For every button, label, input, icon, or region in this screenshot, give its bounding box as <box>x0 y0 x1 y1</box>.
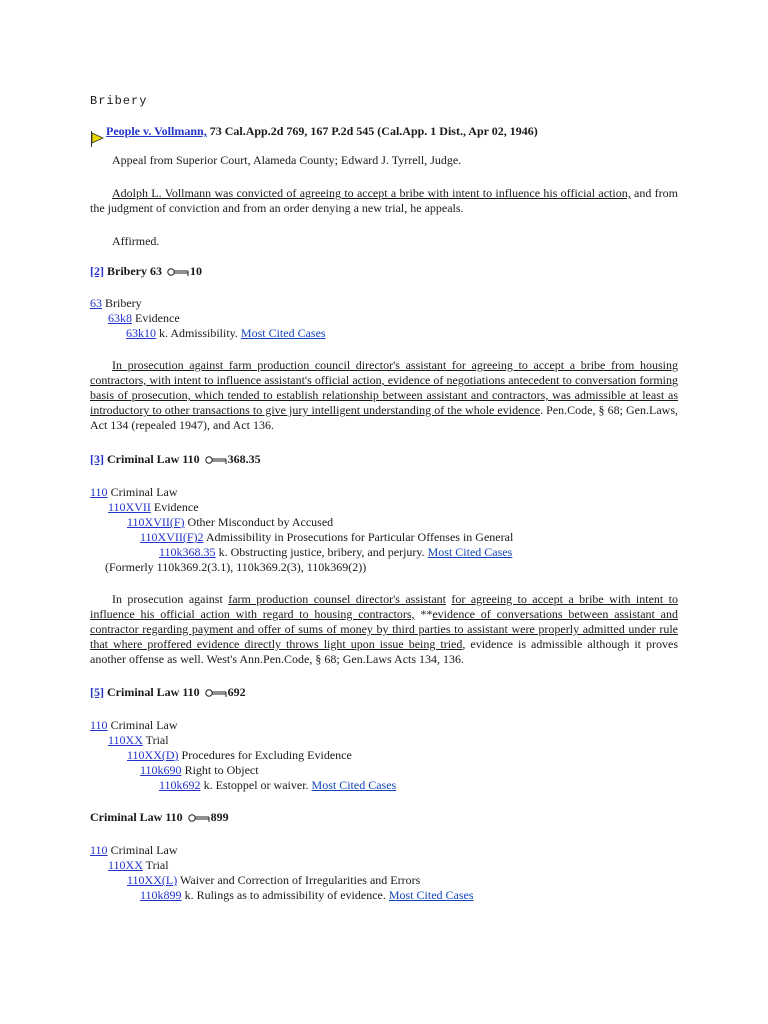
topic-label: k. Admissibility. <box>156 326 241 340</box>
topic-path-item <box>108 500 199 515</box>
headnote-2-key: 10 <box>190 264 202 278</box>
headnote-3-body <box>90 592 678 667</box>
topic-code-link[interactable]: 110k692 <box>159 778 201 792</box>
headnote-2-rest: . Pen.Code, § 68; Gen.Laws, Act 134 (repealed 1947), and Act 136. <box>90 403 678 432</box>
topic-code-link[interactable]: 63 <box>90 296 102 310</box>
topic-code-link[interactable]: 63k10 <box>126 326 156 340</box>
formerly-note: (Formerly 110k369.2(3.1), 110k369.2(3), 110k369(2)) <box>105 560 367 574</box>
headnote-2-underlined: In prosecution against farm production council director's assistant for agreeing to accept a bribe from housing contractors, with intent to influence assistant's official action, evidence of negotiations antecedent to conversation forming basis of prosecution, which tended to establish relationship between assistant and contractors, was admissible at least as introductory to other transactions to give jury intelligent understanding of the whole evidence <box>90 358 678 417</box>
topic-code-link[interactable]: 110k690 <box>140 763 182 777</box>
headnote-last-topic: Criminal Law 110 <box>90 810 186 824</box>
headnote-5-key: 692 <box>227 685 246 699</box>
flag-icon <box>90 131 104 147</box>
topic-code-link[interactable]: 110XX <box>108 858 143 872</box>
headnote-3-key: 368.35 <box>227 452 261 466</box>
disposition: Affirmed. <box>112 234 160 248</box>
topic-label: Bribery <box>102 296 142 310</box>
headnote-3-underlined: for agreeing to accept a bribe with intent to influence his official action with regard to housing contractors, <box>90 592 678 621</box>
topic-path-item <box>108 733 169 748</box>
headnote-5-topic: Criminal Law 110 <box>104 685 203 699</box>
headnote-3-underlined: farm production counsel director's assistant <box>228 592 446 606</box>
topic-path-item <box>127 873 420 888</box>
keynumber-icon <box>205 455 227 465</box>
most-cited-cases-link[interactable]: Most Cited Cases <box>388 888 474 902</box>
topic-label: Criminal Law <box>107 843 178 857</box>
topic-code-link[interactable]: 110k368.35 <box>159 545 216 559</box>
topic-code-link[interactable]: 110XX <box>108 733 143 747</box>
summary-rest: and from the judgment of conviction and from an order denying a new trial, he appeals. <box>90 186 678 215</box>
topic-code-link[interactable]: 110XVII <box>108 500 151 514</box>
headnote-3-title <box>90 452 261 467</box>
topic-code-link[interactable]: 110k899 <box>140 888 182 902</box>
topic-code-link[interactable]: 110XX(D) <box>127 748 179 762</box>
topic-code-link[interactable]: 63k8 <box>108 311 132 325</box>
headnote-last-key: 899 <box>210 810 229 824</box>
most-cited-cases-link[interactable]: Most Cited Cases <box>427 545 513 559</box>
citation-text: 73 Cal.App.2d 769, 167 P.2d 545 (Cal.App. 1 Dist., Apr 02, 1946) <box>206 124 538 138</box>
headnote-3-topic: Criminal Law 110 <box>104 452 203 466</box>
topic-path-item <box>140 530 513 545</box>
headnote-last-title <box>90 810 229 825</box>
case-name-link[interactable]: People v. Vollmann, <box>106 124 207 138</box>
topic-code-link[interactable]: 110 <box>90 718 108 732</box>
topic-code-link[interactable]: 110 <box>90 485 108 499</box>
topic-label: Criminal Law <box>107 718 178 732</box>
topic-code-link[interactable]: 110XVII(F)2 <box>140 530 204 544</box>
topic-path-item <box>159 545 512 560</box>
headnote-5-title <box>90 685 246 700</box>
headnote-3-text: In prosecution against <box>112 592 229 606</box>
headnote-3-text: , evidence is admissible although it proves another offense as well. West's Ann.Pen.Code, § 68; Gen.Laws Acts 134, 136. <box>90 637 678 666</box>
topic-label: Trial <box>142 858 169 872</box>
headnote-2-topic: Bribery 63 <box>104 264 165 278</box>
topic-label: Trial <box>142 733 169 747</box>
topic-label: Criminal Law <box>107 485 178 499</box>
topic-code-link[interactable]: 110XX(L) <box>127 873 178 887</box>
headnote-3-text: ** <box>414 607 433 621</box>
topic-label: k. Rulings as to admissibility of evidence. <box>181 888 389 902</box>
topic-label: Right to Object <box>181 763 259 777</box>
case-summary <box>90 186 678 216</box>
most-cited-cases-link[interactable]: Most Cited Cases <box>240 326 326 340</box>
headnote-2-body <box>90 358 678 433</box>
topic-path-item <box>159 778 396 793</box>
topic-label: Procedures for Excluding Evidence <box>178 748 352 762</box>
topic-label: Evidence <box>132 311 180 325</box>
topic-code-link[interactable]: 110 <box>90 843 108 857</box>
most-cited-cases-link[interactable]: Most Cited Cases <box>311 778 397 792</box>
topic-path-item <box>90 718 178 733</box>
topic-label: Waiver and Correction of Irregularities and Errors <box>177 873 421 887</box>
headnote-5-number[interactable]: [5] <box>90 685 104 699</box>
topic-path-item <box>90 843 178 858</box>
topic-label: Admissibility in Prosecutions for Particular Offenses in General <box>203 530 514 544</box>
topic-path-item <box>90 485 178 500</box>
keynumber-icon <box>188 813 210 823</box>
section-heading: Bribery <box>90 94 148 108</box>
case-citation <box>106 124 538 139</box>
appeal-line: Appeal from Superior Court, Alameda County; Edward J. Tyrrell, Judge. <box>112 153 462 167</box>
headnote-2-title <box>90 264 202 279</box>
topic-path-item <box>127 748 352 763</box>
summary-underlined: Adolph L. Vollmann was convicted of agreeing to accept a bribe with intent to influence his official action, <box>112 186 631 200</box>
topic-code-link[interactable]: 110XVII(F) <box>127 515 185 529</box>
keynumber-icon <box>205 688 227 698</box>
topic-label: k. Obstructing justice, bribery, and perjury. <box>215 545 428 559</box>
topic-path-item <box>108 858 169 873</box>
topic-path-item <box>108 311 180 326</box>
headnote-3-number[interactable]: [3] <box>90 452 104 466</box>
keynumber-icon <box>167 267 189 277</box>
topic-path-item <box>127 515 333 530</box>
topic-label: Evidence <box>150 500 199 514</box>
headnote-3-underlined: evidence of conversations between assistant and contractor regarding payment and offer of sums of money by third parties to assistant were properly admitted under rule that where proffered evidence directly throws light upon issue being tried <box>90 607 678 651</box>
topic-path-item <box>90 296 142 311</box>
headnote-2-number[interactable]: [2] <box>90 264 104 278</box>
topic-path-item <box>126 326 326 341</box>
topic-path-item <box>140 888 474 903</box>
topic-label: Other Misconduct by Accused <box>184 515 334 529</box>
topic-path-item <box>140 763 259 778</box>
topic-label: k. Estoppel or waiver. <box>200 778 312 792</box>
